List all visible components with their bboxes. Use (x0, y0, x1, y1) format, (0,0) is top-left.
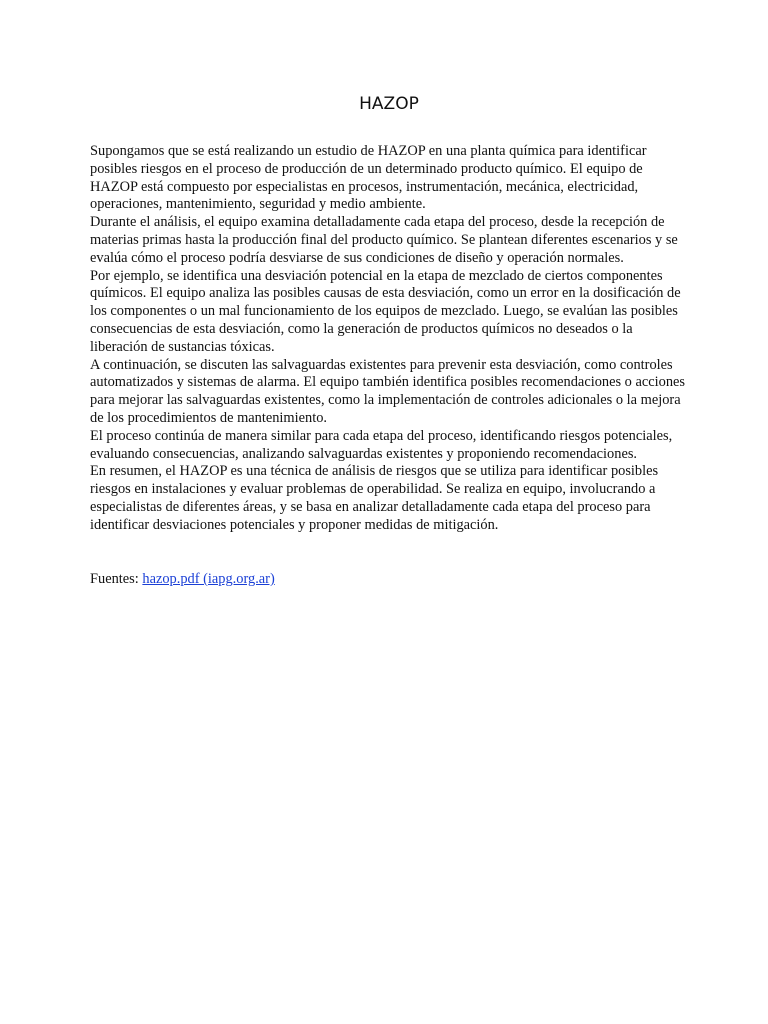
sources-line (90, 571, 275, 589)
paragraph-safeguards: A continuación, se discuten las salvaguardas existentes para prevenir esta desviación, como controles automatizados y sistemas de alarma. El equipo también identifica posibles recomendaciones o acciones para mejorar las salvaguardas existentes, como la implementación de controles adicionales o la mejora de los procedimientos de mantenimiento. (90, 356, 686, 426)
paragraph-analysis: Durante el análisis, el equipo examina detalladamente cada etapa del proceso, desde la recepción de materias primas hasta la producción final del producto químico. Se plantean diferentes escenarios y se evalúa cómo el proceso podría desviarse de sus condiciones de diseño y operación normales. (90, 214, 678, 266)
paragraph-intro: Supongamos que se está realizando un estudio de HAZOP en una planta química para identificar posibles riesgos en el proceso de producción de un determinado producto químico. El equipo de HAZOP está compuesto por especialistas en procesos, instrumentación, mecánica, electricidad, operaciones, mantenimiento, seguridad y medio ambiente. (90, 143, 647, 213)
sources-link[interactable]: hazop.pdf (iapg.org.ar) (142, 571, 275, 587)
sources-label: Fuentes: (90, 571, 143, 587)
document-body (90, 143, 690, 535)
paragraph-process: El proceso continúa de manera similar para cada etapa del proceso, identificando riesgos potenciales, evaluando consecuencias, analizando salvaguardas existentes y proponiendo recomendaciones. (90, 427, 673, 462)
paragraph-summary: En resumen, el HAZOP es una técnica de análisis de riesgos que se utiliza para identificar posibles riesgos en instalaciones y evaluar problemas de operabilidad. Se realiza en equipo, involucrando a especialistas de diferentes áreas, y se basa en analizar detalladamente cada etapa del proceso para identificar desviaciones potenciales y proponer medidas de mitigación. (90, 463, 659, 533)
document-title: HAZOP (359, 94, 419, 114)
paragraph-example: Por ejemplo, se identifica una desviación potencial en la etapa de mezclado de ciertos componentes químicos. El equipo analiza las posibles causas de esta desviación, como un error en la dosificación de los componentes o un mal funcionamiento de los equipos de mezclado. Luego, se evalúan las posibles consecuencias de esta desviación, como la generación de productos químicos no deseados o la liberación de sustancias tóxicas. (90, 267, 681, 355)
